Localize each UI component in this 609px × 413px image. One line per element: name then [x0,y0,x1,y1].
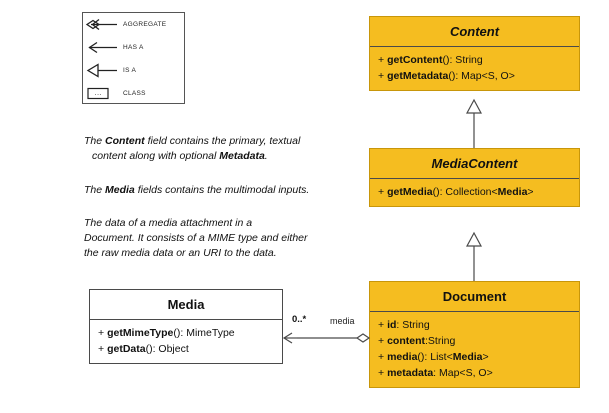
legend-item-class [83,82,184,105]
note-media-attachment [84,216,384,261]
legend-label: IS A [123,67,137,74]
class-box-document[interactable] [369,281,580,388]
note-line: The data of a media attachment in a [84,217,253,229]
class-members-document [370,312,579,387]
aggregate-arrow-icon [83,13,123,36]
legend-item-aggregate [83,13,184,36]
has-a-arrow-icon [83,36,123,59]
class-member: + id: String [378,319,430,331]
class-member: + getMetadata(): Map<S, O> [378,70,515,82]
edge-role-label: media [330,316,355,326]
class-box-icon [83,82,123,105]
class-title-document: Document [442,289,507,304]
note-line: content along with optional Metadata. [92,150,268,162]
class-member: + content:String [378,335,456,347]
note-media-field [84,183,384,198]
class-member: + getData(): Object [98,343,189,355]
class-title-content: Content [449,24,500,39]
legend-item-is-a [83,59,184,82]
class-members-media [90,320,282,363]
svg-text:···: ··· [94,91,102,99]
class-member: + metadata: Map<S, O> [378,367,493,379]
class-member: + getContent(): String [378,54,483,66]
edge-multiplicity-label: 0..* [292,314,307,325]
legend-item-has-a [83,36,184,59]
class-members-content [370,47,579,90]
note-line: The Content field contains the primary, textual [84,135,301,147]
note-line: the raw media data or an URI to the data. [84,247,277,259]
class-box-mediacontent[interactable] [369,148,580,207]
legend-label: HAS A [123,44,144,51]
note-content-field [84,134,364,164]
class-box-content[interactable] [369,16,580,91]
note-line: Document. It consists of a MIME type and either [84,232,308,244]
legend-panel [82,12,185,104]
class-title-media: Media [167,297,205,312]
class-member: + media(): List<Media> [378,351,489,363]
legend-label: CLASS [123,90,146,97]
legend-label: AGGREGATE [123,21,167,28]
note-line: The Media fields contains the multimodal inputs. [84,184,310,196]
class-box-media[interactable] [89,289,283,364]
class-members-mediacontent [370,179,579,206]
is-a-arrow-icon [83,59,123,82]
class-member: + getMimeType(): MimeType [98,327,235,339]
class-member: + getMedia(): Collection<Media> [378,186,534,198]
class-title-mediacontent: MediaContent [431,156,518,171]
